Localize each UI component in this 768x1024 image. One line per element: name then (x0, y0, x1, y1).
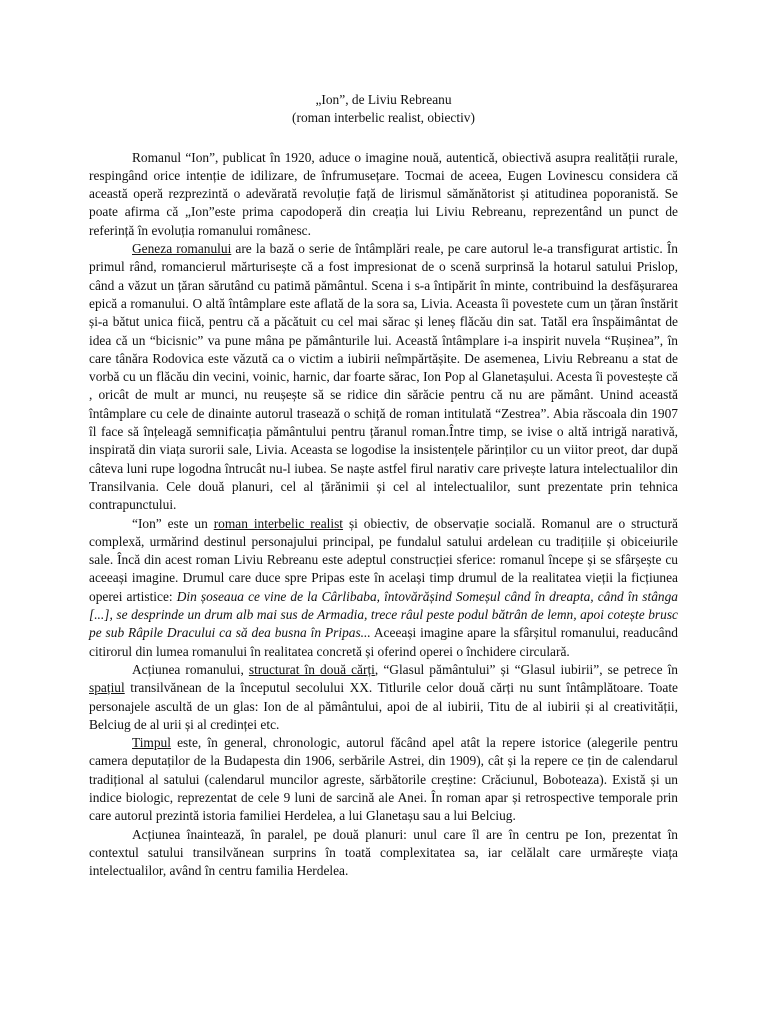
paragraph-intro (89, 149, 678, 240)
paragraph-action-pre: Acțiunea romanului, (132, 661, 249, 677)
paragraph-genesis (89, 240, 678, 514)
time-heading: Timpul (132, 735, 171, 751)
two-books-term: structurat în două cărți (248, 661, 375, 677)
title-block (89, 91, 678, 128)
paragraph-action-text: transilvănean de la începutul secolului XX. Titlurile celor două cărți nu sunt întâmplătoare. Toate personajele ascultă de un glas: Ion de al pământului, apoi de al iubirii, Titu de al iubirii și al creativității, Belciug de al urii și al credinței etc. (89, 680, 678, 732)
document-title: „Ion”, de Liviu Rebreanu (315, 92, 452, 107)
paragraph-time (89, 734, 678, 825)
paragraph-time-text: este, în general, chronologic, autorul făcând apel atât la repere istorice (alegerile pentru camera deputaților de la Budapesta din 1906, serbările Astrei, din 1909), cât și la repere ce țin de calendarul tradițional al satului (calendarul muncilor agreste, sărbătorile creștine: Crăciunul, Boboteaza). Există și un indice biologic, reprezentat de cele 9 luni de sarcină ale Anei. În roman apar și retrospective temporale prin care autorul prezintă istoria familiei Herdelea, a lui Glanetașu sau a lui Belciug. (89, 735, 678, 824)
document-subtitle: (roman interbelic realist, obiectiv) (292, 110, 475, 126)
paragraph-structure-post: Aceeași imagine apare la sfârșitul romanului, readucând citirorul din lumea romanului în realitatea concretă și oferind operei o închidere circulară. (89, 625, 678, 659)
paragraph-structure-pre: “Ion” este un (132, 515, 214, 531)
paragraph-genesis-text: are la bază o serie de întâmplări reale, pe care autorul le-a transfigurat artistic. În primul rând, romancierul mărturisește că a fost impresionat de o scenă surprinsă la hotarul satului Prislop, când a văzut un țăran sărutând cu patimă pământul. Scena i s-a întipărit în minte, contribuind la desfășurarea epică a romanului. O altă întâmplare este aflată de la sora sa, Livia. Aceasta îi povestete cum un țăran înstărit și-a bătut unica fiică, pentru că a păcătuit cu cel mai sărac și leneș flăcău din sat. Tatăl era înspăimântat de idea că un “bicisnic” va pune mâna pe pământurile lui. Această întâmplare i-a inspirit nuvela “Rușinea”, în care tânăra Rodovica este văzută ca o victim a iubirii neîmpărtășite. De asemenea, Liviu Rebreanu a stat de vorbă cu un flăcău din vecini, voinic, harnic, dar foarte sărac, Ion Pop al Glanetașului. Acesta îi povestește că , oricât de mult ar munci, nu reușește să se ridice din sărăcie pentru că nu are pământ. Unind această întâmplare cu cele de dinainte autorul trasează o schiță de roman intitulată “Zestrea”. Abia răscoala din 1907 îl face să înțeleagă semnificația pământului pentru țăranul roman.Între timp, se ivise o altă intrigă narativă, inspirată din viața surorii sale, Livia. Aceasta se logodise la insistențele părinților cu un viitor preot, dar după câteva luni rupe logodna întrucât nu-l iubea. Se naște astfel firul narativ care privește latura intelectualilor din Transilvania. Cele două planuri, cel al țărănimii și cel al intelectualilor, sunt prezentate prin tehnica contrapunctului. (89, 241, 679, 513)
paragraph-structure (89, 515, 678, 661)
paragraph-action-mid: , “Glasul pământului” și “Glasul iubirii”, se petrece în (374, 661, 679, 677)
paragraph-planes-text: Acțiunea înaintează, în paralel, pe două planuri: unul care îl are în centru pe Ion, prezentat în contextul satului transilvănean surprins în toată complexitatea sa, iar celălalt care urmărește viața intelectualilor, având în centru familia Herdelea. (89, 826, 678, 879)
opening-quote: Din șoseaua ce vine de la Cârlibaba, întovărășind Someșul când în dreapta, când în stânga [...], se desprinde un drum alb mai sus de Armadia, trece râul peste podul bătrân de lemn, apoi cotește brusc pe sub Râpile Dracului ca să dea busna în Pripas... (89, 588, 678, 641)
realist-novel-term: roman interbelic realist (213, 515, 344, 531)
paragraph-planes (89, 826, 678, 881)
paragraph-structure-text: și obiectiv, de observație socială. Romanul are o structură complexă, urmărind destinul personajului principal, pe fundalul satului ardelean cu tradițiile și obiceiurile sale. Încă din acest roman Liviu Rebreanu este adeptul construcției sferice: romanul începe și se sfârșește cu aceeași imagine. Drumul care duce spre Pripas este în același timp drumul de la realitatea vieții la ficțiunea operei artistice: (89, 515, 678, 604)
paragraph-intro-text: Romanul “Ion”, publicat în 1920, aduce o imagine nouă, autentică, obiectivă asupra realității rurale, respingând orice intenție de idilizare, de înfrumusețare. Tocmai de aceea, Eugen Lovinescu considera că această operă rezprezintă o adevărată revoluție față de lirismul sămănătorist și atitudinea poporanistă. Se poate afirma că „Ion”este prima capodoperă din creația lui Liviu Rebreanu, reprezentând un punct de referință în evoluția romanului românesc. (89, 149, 678, 238)
genesis-heading: Geneza romanului (132, 241, 232, 257)
paragraph-action (89, 661, 678, 734)
document-page (89, 91, 678, 880)
space-term: spațiul (89, 680, 125, 696)
